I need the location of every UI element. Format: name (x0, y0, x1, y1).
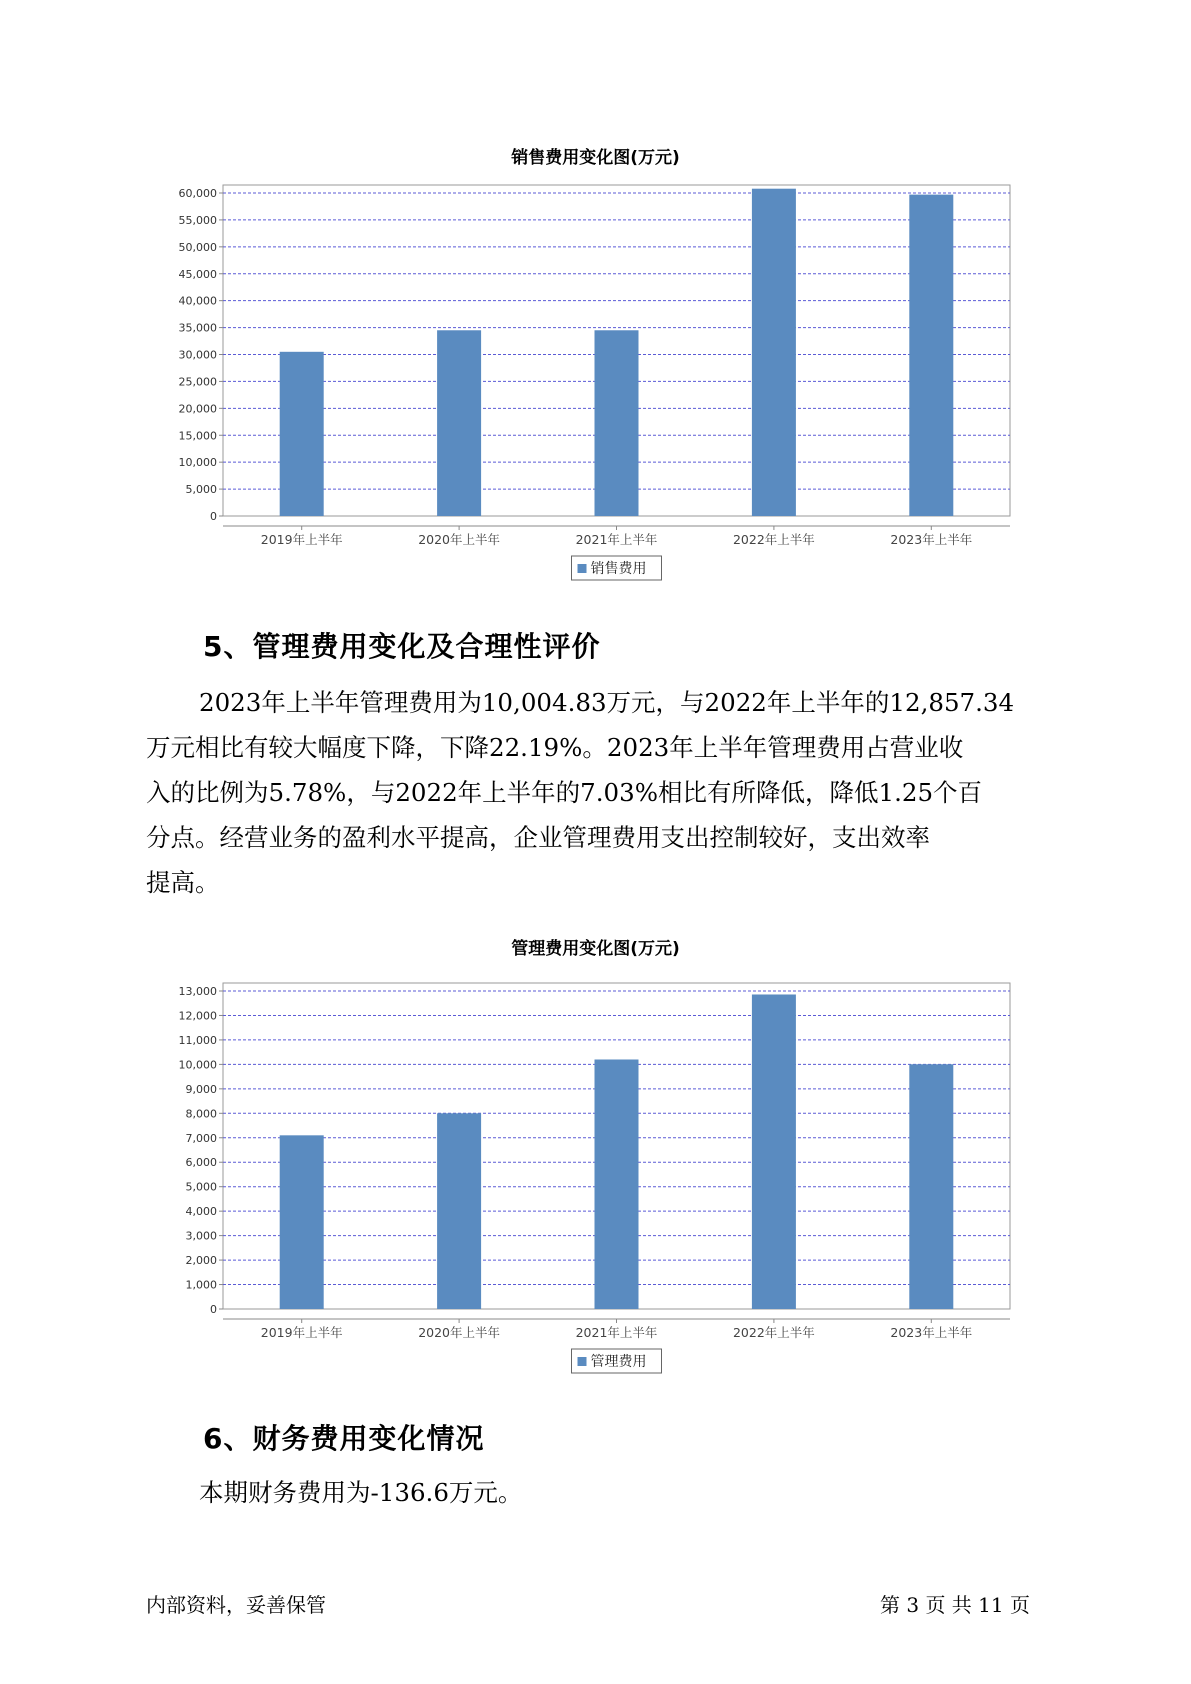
y-tick-label: 11,000 (178, 1033, 217, 1047)
y-tick-label: 30,000 (178, 348, 217, 362)
bar (909, 195, 953, 516)
bar (909, 1064, 953, 1309)
y-tick-label: 6,000 (185, 1156, 217, 1170)
x-tick-label: 2020年上半年 (418, 1325, 501, 1340)
section6-heading: 6、财务费用变化情况 (203, 1422, 485, 1455)
paragraph-line: 2023年上半年管理费用为10,004.83万元，与2022年上半年的12,857.34 (199, 688, 1015, 717)
x-tick-label: 2021年上半年 (575, 1325, 658, 1340)
paragraph-line: 入的比例为5.78%，与2022年上半年的7.03%相比有所降低，降低1.25个百 (146, 778, 983, 807)
y-tick-label: 55,000 (178, 213, 217, 227)
section5-heading: 5、管理费用变化及合理性评价 (203, 630, 601, 663)
bar (752, 994, 796, 1309)
footer-left: 内部资料，妥善保管 (146, 1593, 326, 1617)
bar (437, 1113, 481, 1309)
x-tick-label: 2019年上半年 (260, 532, 343, 547)
x-tick-label: 2023年上半年 (890, 532, 973, 547)
y-tick-label: 10,000 (178, 1058, 217, 1072)
y-tick-label: 2,000 (185, 1254, 217, 1268)
chart1-title: 销售费用变化图(万元) (511, 148, 680, 168)
bar (437, 330, 481, 516)
bar (595, 1059, 639, 1309)
legend-label: 管理费用 (590, 1354, 647, 1370)
y-tick-label: 0 (210, 1303, 217, 1316)
y-tick-label: 7,000 (185, 1131, 217, 1145)
section5-paragraph (146, 680, 1076, 905)
x-tick-label: 2022年上半年 (732, 1325, 815, 1340)
y-tick-label: 5,000 (185, 1180, 217, 1194)
chart2-title: 管理费用变化图(万元) (511, 939, 680, 959)
y-tick-label: 10,000 (178, 456, 217, 470)
y-tick-label: 4,000 (185, 1205, 217, 1219)
x-tick-label: 2019年上半年 (260, 1325, 343, 1340)
y-tick-label: 3,000 (185, 1229, 217, 1243)
x-tick-label: 2023年上半年 (890, 1325, 973, 1340)
y-tick-label: 35,000 (178, 321, 217, 335)
y-tick-label: 15,000 (178, 429, 217, 443)
bar (280, 1135, 324, 1309)
legend-swatch (578, 564, 587, 573)
bar (280, 352, 324, 516)
admin-expense-chart (0, 945, 1191, 1385)
paragraph-line: 本期财务费用为-136.6万元。 (199, 1478, 523, 1507)
y-tick-label: 45,000 (178, 267, 217, 281)
bar (595, 330, 639, 516)
legend-label: 销售费用 (590, 561, 647, 577)
y-tick-label: 8,000 (185, 1107, 217, 1121)
paragraph-line: 万元相比有较大幅度下降，下降22.19%。2023年上半年管理费用占营业收 (146, 733, 964, 762)
paragraph-line: 提高。 (146, 868, 220, 897)
y-tick-label: 50,000 (178, 240, 217, 254)
y-tick-label: 13,000 (178, 985, 217, 998)
y-tick-label: 9,000 (185, 1082, 217, 1096)
y-tick-label: 0 (210, 510, 217, 523)
y-tick-label: 60,000 (178, 187, 217, 200)
y-tick-label: 5,000 (185, 483, 217, 497)
x-tick-label: 2022年上半年 (732, 532, 815, 547)
sales-expense-chart (0, 150, 1191, 590)
y-tick-label: 25,000 (178, 375, 217, 389)
y-tick-label: 1,000 (185, 1278, 217, 1292)
footer-page-number: 第 3 页 共 11 页 (880, 1593, 1030, 1617)
x-tick-label: 2021年上半年 (575, 532, 658, 547)
x-tick-label: 2020年上半年 (418, 532, 501, 547)
y-tick-label: 12,000 (178, 1009, 217, 1023)
section6-paragraph (146, 1470, 1076, 1515)
legend-swatch (578, 1357, 587, 1366)
bar (752, 189, 796, 516)
paragraph-line: 分点。经营业务的盈利水平提高，企业管理费用支出控制较好，支出效率 (146, 823, 930, 852)
y-tick-label: 40,000 (178, 294, 217, 308)
y-tick-label: 20,000 (178, 402, 217, 416)
